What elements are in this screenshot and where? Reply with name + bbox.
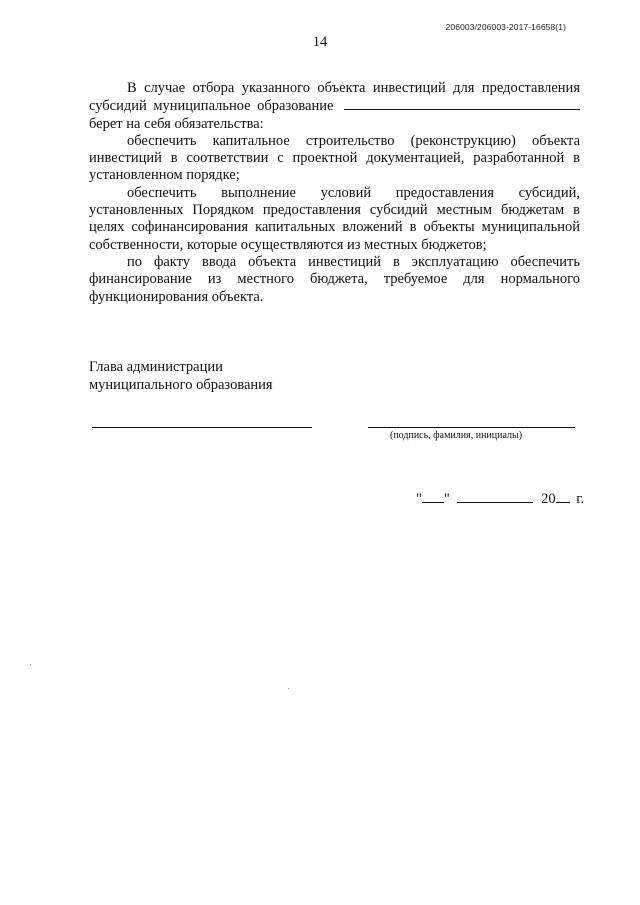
signature-caption: (подпись, фамилия, инициалы): [390, 430, 523, 441]
year-blank: [556, 489, 570, 503]
paragraph-intro: [89, 80, 580, 133]
date-line: [416, 489, 584, 508]
position-signature-line: [92, 427, 312, 428]
scan-speck: [30, 664, 31, 665]
document-code: 206003/206003-2017-16658(1): [445, 22, 566, 32]
year-suffix: г.: [576, 491, 585, 507]
signatory-title-line1: Глава администрации: [89, 359, 223, 375]
obligation-financing: по факту ввода объекта инвестиций в эксплуатацию обеспечить финансирование из местного бюджета, требуемое для нормального функционирования объекта.: [89, 253, 580, 305]
year-prefix: 20: [541, 491, 556, 507]
municipality-blank: [344, 97, 580, 110]
scan-speck: [288, 688, 289, 689]
page-number: 14: [312, 34, 328, 50]
month-blank: [457, 489, 533, 503]
paragraph-intro-text: В случае отбора указанного объекта инвестиций для предоставления субсидий муниципальное образование: [89, 80, 580, 115]
day-blank: [422, 489, 444, 503]
name-signature-line: [368, 427, 575, 428]
obligation-construction: обеспечить капитальное строительство (реконструкцию) объекта инвестиций в соответствии с проектной документацией, разработанной в установленном порядке;: [89, 132, 580, 184]
obligation-conditions: обеспечить выполнение условий предоставления субсидий, установленных Порядком предоставления субсидий местным бюджетам в целях софинансирования капитальных вложений в объекты муниципальной собственности, которые осуществляются из местных бюджетов;: [89, 184, 580, 253]
document-body: [89, 80, 580, 306]
date-close-quote: ": [443, 491, 450, 507]
paragraph-intro-tail: берет на себя обязательства:: [89, 115, 264, 132]
signatory-title-line2: муниципального образования: [89, 376, 273, 393]
signatory-title: [89, 359, 273, 394]
date-open-quote: ": [416, 491, 422, 507]
